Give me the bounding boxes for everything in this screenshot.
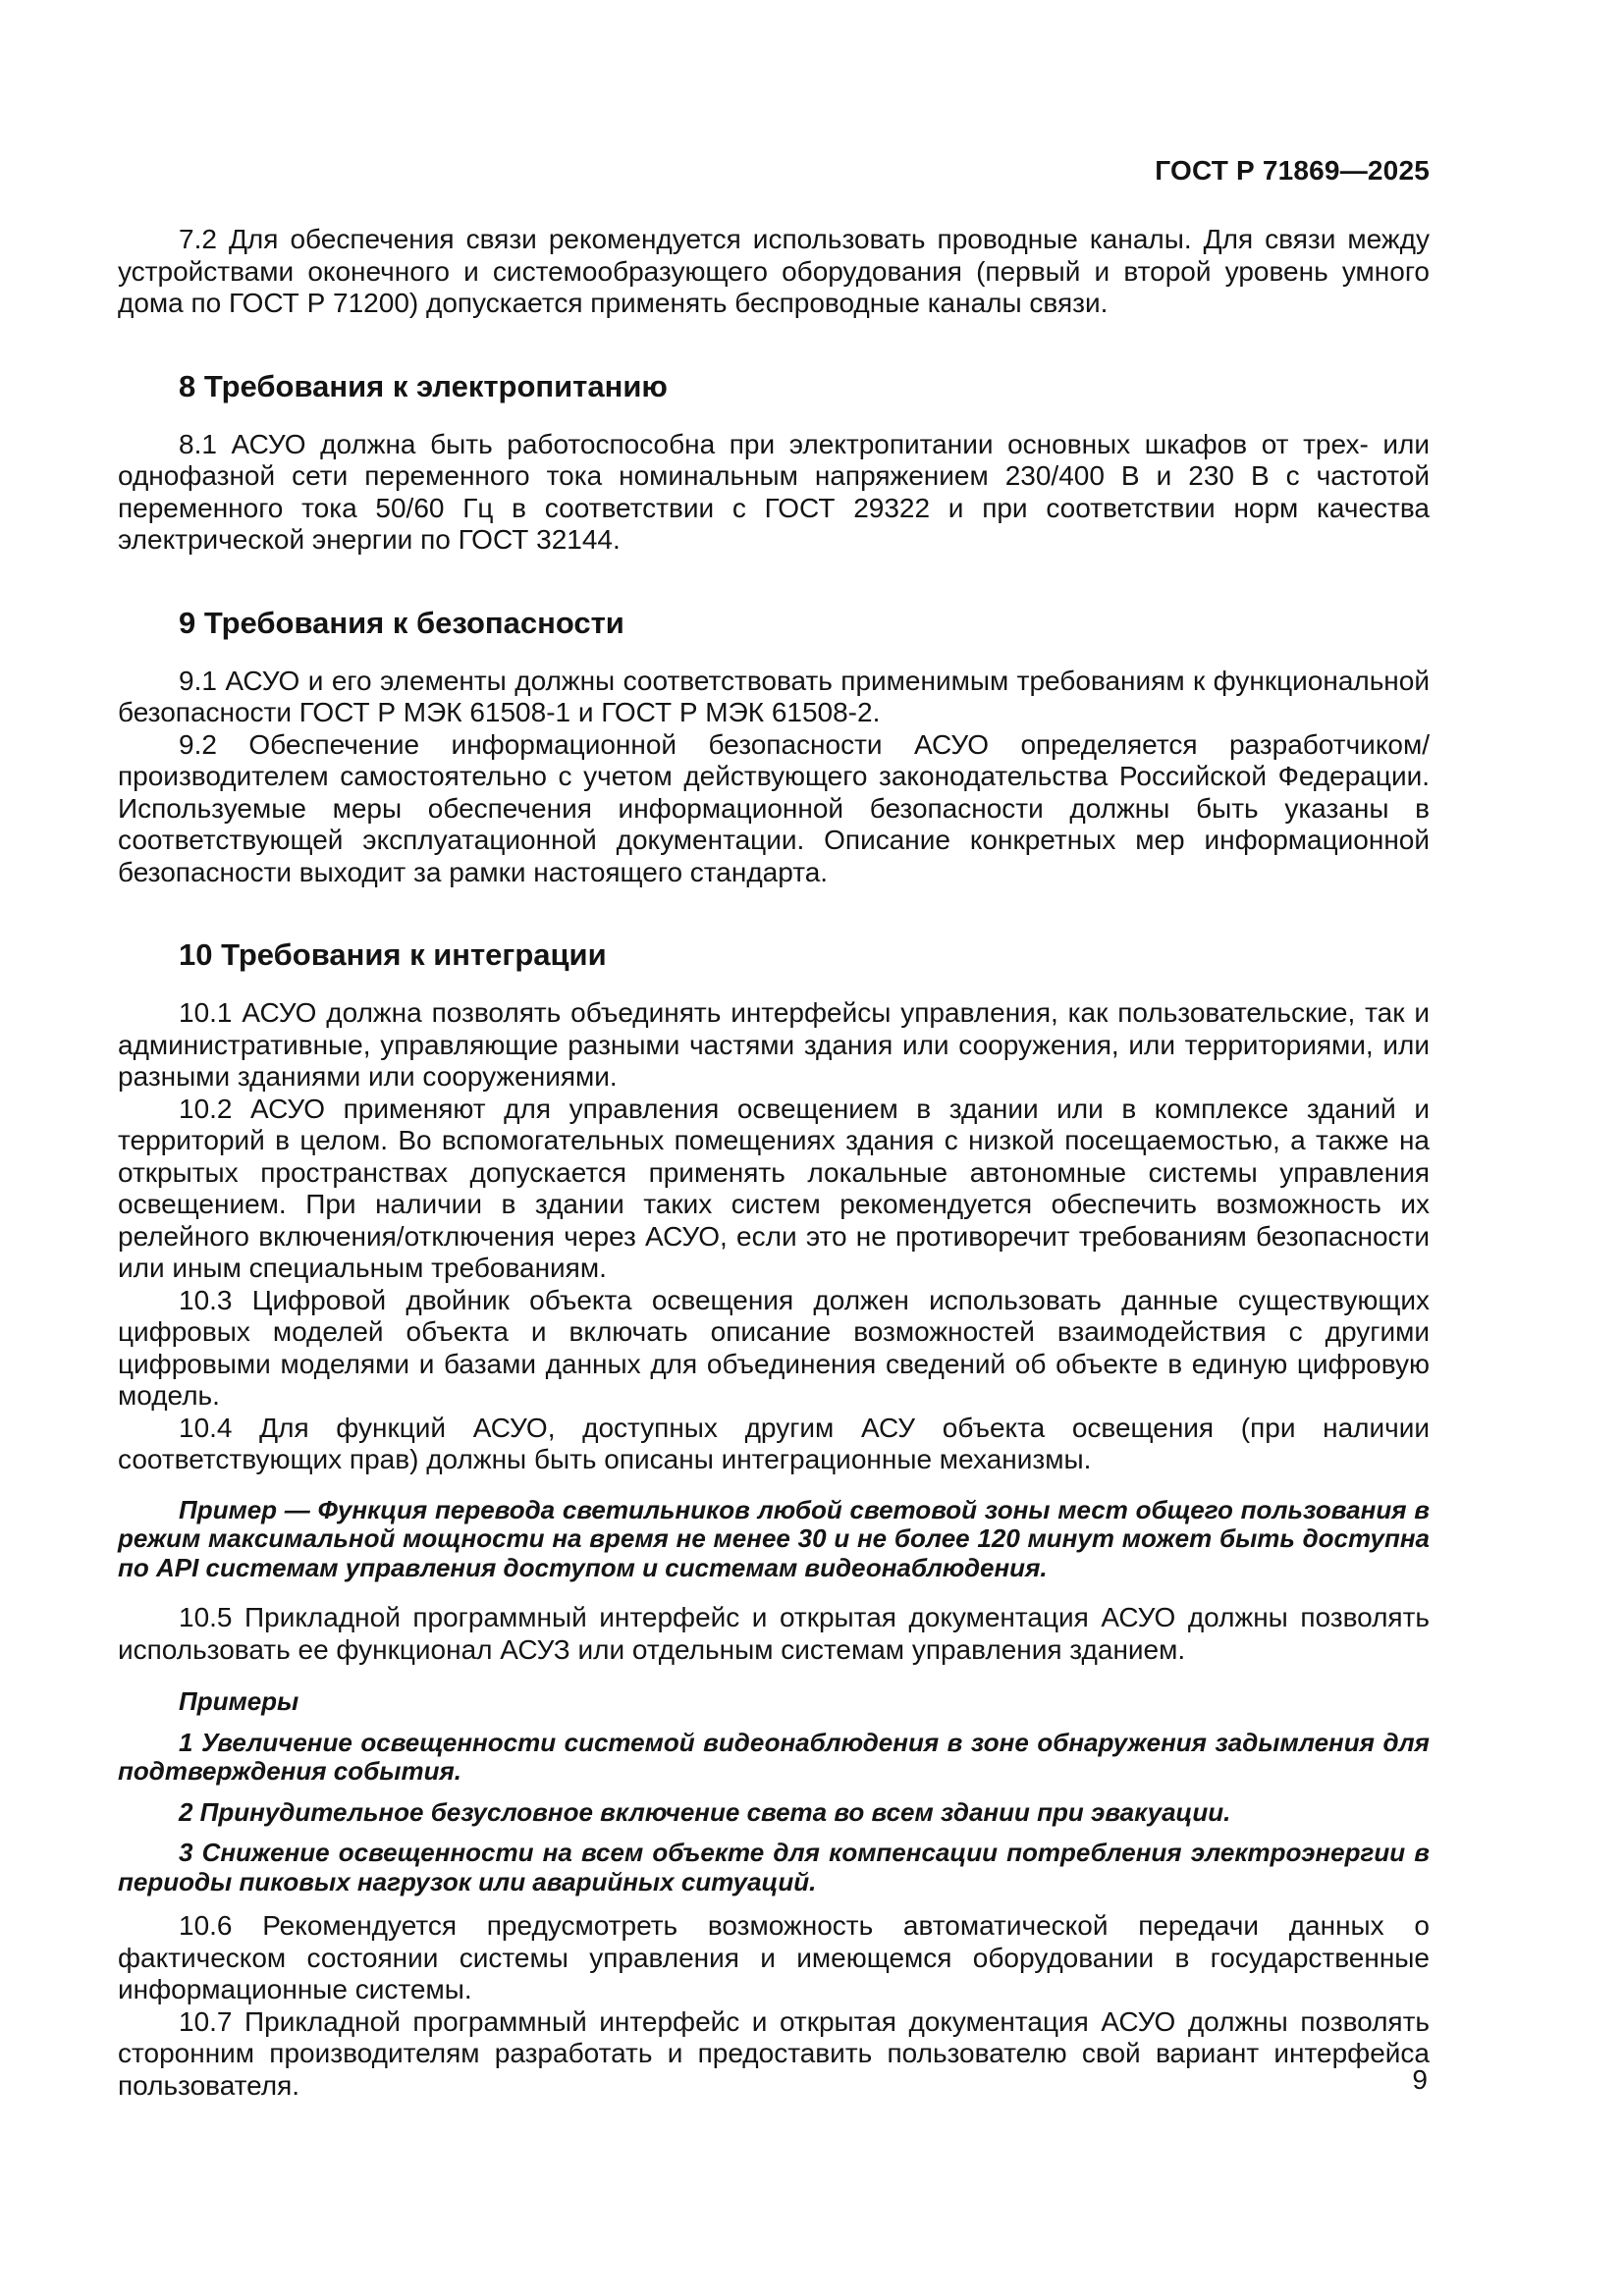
page-number: 9 [1412,2064,1428,2095]
example-item-1: 1 Увеличение освещенности системой видеонаблюдения в зоне обнаружения задымления для подтверждения события. [118,1727,1430,1786]
section-heading-10: 10 Требования к интеграции [179,937,607,972]
paragraph-10-2: 10.2 АСУО применяют для управления освещением в здании или в комплексе зданий и территорий в целом. Во вспомогательных помещениях здания с низкой посещаемостью, а также на открытых пространствах допускается применять локальные автономные системы управления освещением. При наличии в здании таких систем рекомендуется обеспечить возможность их релейного включения/отключения через АСУО, если это не противоречит требованиям безопасности или иным специальным требованиям. [118,1093,1430,1283]
section-heading-9: 9 Требования к безопасности [179,605,624,640]
paragraph-8-1: 8.1 АСУО должна быть работоспособна при электропитании основных шкафов от трех- или однофазной сети переменного тока номинальным напряжением 230/400 В и 230 В с частотой переменного тока 50/60 Гц в соответствии с ГОСТ 29322 и при соответствии норм качества электрической энергии по ГОСТ 32144. [118,428,1430,555]
document-body [118,224,1430,2102]
paragraph-10-6: 10.6 Рекомендуется предусмотреть возможность автоматической передачи данных о фактическом состоянии системы управления и имеющемся оборудовании в государственные информационные системы. [118,1910,1430,2004]
paragraph-10-7: 10.7 Прикладной программный интерфейс и открытая документация АСУО должны позволять сторонним производителям разработать и предоставить пользователю свой вариант интерфейса пользователя. [118,2005,1430,2101]
example-item-2: 2 Принудительное безусловное включение света во всем здании при эвакуации. [179,1796,1231,1827]
examples-label: Примеры [179,1686,299,1716]
paragraph-10-3: 10.3 Цифровой двойник объекта освещения должен использовать данные существующих цифровых моделей объекта и включать описание возможностей взаимодействия с другими цифровыми моделями и базами данных для объединения сведений об объекте в единую цифровую модель. [118,1284,1430,1411]
section-heading-8: 8 Требования к электропитанию [179,368,668,403]
paragraph-10-4: 10.4 Для функций АСУО, доступных другим АСУ объекта освещения (при наличии соответствующих прав) должны быть описаны интеграционные механизмы. [118,1412,1430,1474]
paragraph-9-1: 9.1 АСУО и его элементы должны соответствовать применимым требованиям к функциональной безопасности ГОСТ Р МЭК 61508-1 и ГОСТ Р МЭК 61508-2. [118,665,1430,727]
paragraph-7-2: 7.2 Для обеспечения связи рекомендуется использовать проводные каналы. Для связи между устройствами оконечного и системообразующего оборудования (первый и второй уровень умного дома по ГОСТ Р 71200) допускается применять беспроводные каналы связи. [118,224,1430,318]
paragraph-10-1: 10.1 АСУО должна позволять объединять интерфейсы управления, как пользовательские, так и административные, управляющие разными частями здания или сооружения, или территориями, или разными зданиями или сооружениями. [118,997,1430,1092]
paragraph-10-5: 10.5 Прикладной программный интерфейс и открытая документация АСУО должны позволять использовать ее функционал АСУЗ или отдельным системам управления зданием. [118,1602,1430,1665]
paragraph-9-2: 9.2 Обеспечение информационной безопасности АСУО определяется разработчиком/производителем самостоятельно с учетом действующего законодательства Российской Федерации. Используемые меры обеспечения информационной безопасности должны быть указаны в соответствующей эксплуатационной документации. Описание конкретных мер информационной безопасности выходит за рамки настоящего стандарта. [118,728,1430,887]
example-note-10-4: Пример — Функция перевода светильников любой световой зоны мест общего пользования в режим максимальной мощности на время не менее 30 и не более 120 минут может быть доступна по API системам управления доступом и системам видеонаблюдения. [118,1494,1430,1582]
example-item-3: 3 Снижение освещенности на всем объекте для компенсации потребления электроэнергии в периоды пиковых нагрузок или аварийных ситуаций. [118,1838,1430,1896]
document-header-code: ГОСТ Р 71869—2025 [1155,155,1430,186]
